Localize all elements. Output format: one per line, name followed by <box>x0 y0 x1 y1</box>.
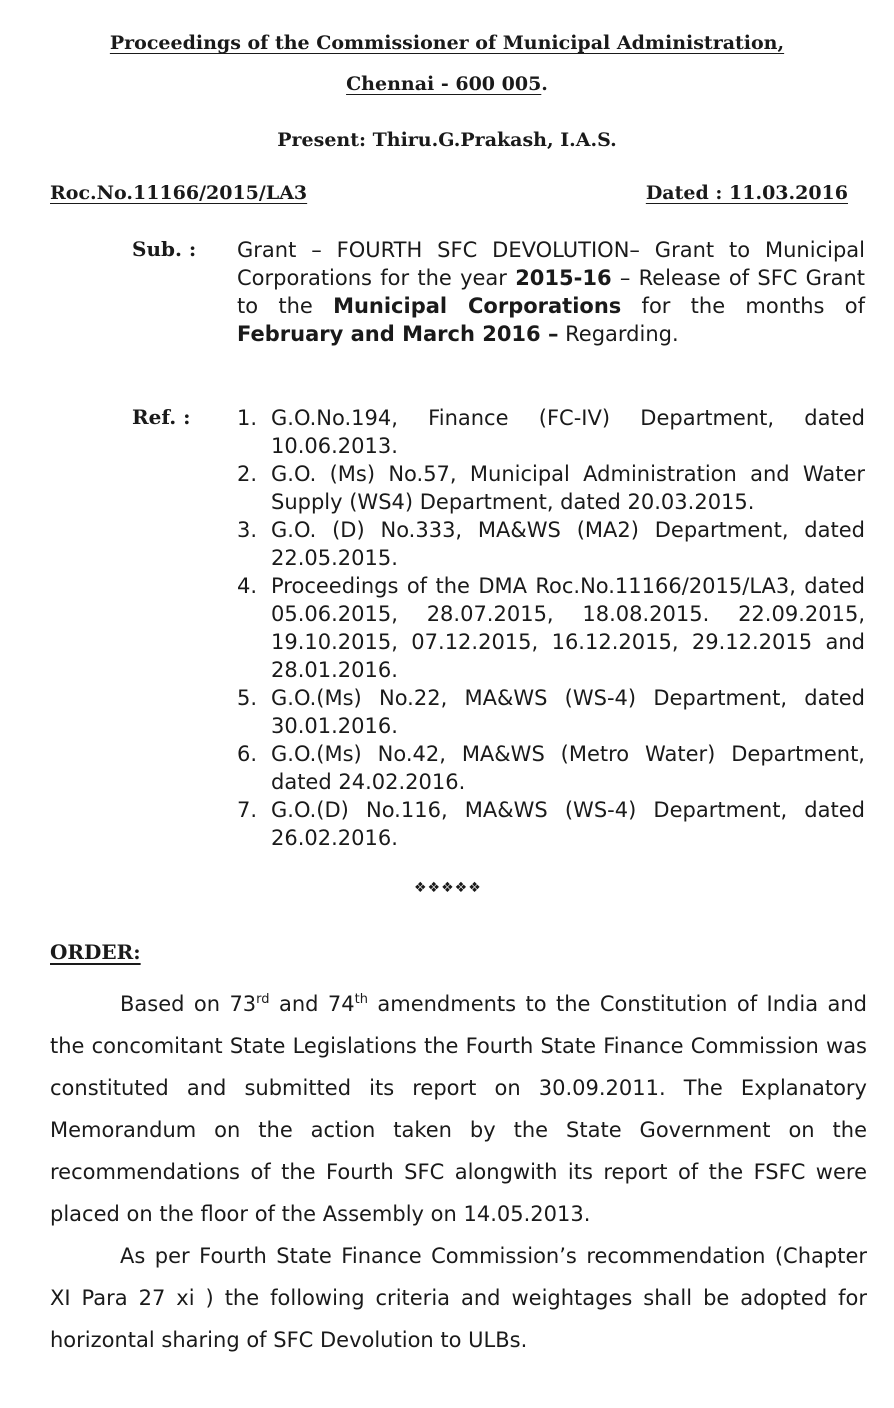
order-heading: ORDER: <box>50 940 141 964</box>
reference-item: 5. G.O.(Ms) No.22, MA&WS (WS-4) Department, dated 30.01.2016. <box>237 686 865 738</box>
order-paragraph-2: As per Fourth State Finance Commission’s recommendation (Chapter XI Para 27 xi ) the following criteria and weightages shall be adopted for horizontal sharing of SFC Devolution to ULBs. <box>50 1244 867 1352</box>
reference-item: 6. G.O.(Ms) No.42, MA&WS (Metro Water) Department, dated 24.02.2016. <box>237 742 865 794</box>
roc-number: Roc.No.11166/2015/LA3 <box>50 182 308 204</box>
reference-item: 3. G.O. (D) No.333, MA&WS (MA2) Department, dated 22.05.2015. <box>237 518 865 570</box>
order-body <box>50 983 867 1361</box>
reference-item: 1. G.O.No.194, Finance (FC-IV) Department, dated 10.06.2013. <box>237 406 865 458</box>
present-line: Present: Thiru.G.Prakash, I.A.S. <box>277 129 617 151</box>
order-paragraph-1: Based on 73rd and 74th amendments to the Constitution of India and the concomitant State Legislations the Fourth State Finance Commission was constituted and submitted its report on 30.09.2011. The Explanatory Memorandum on the action taken by the State Government on the recommendations of the Fourth SFC alongwith its report of the FSFC were placed on the floor of the Assembly on 14.05.2013. <box>50 992 867 1226</box>
ornament-divider: ❖❖❖❖❖ <box>414 880 482 896</box>
reference-label: Ref. : <box>132 405 191 429</box>
order-date: Dated : 11.03.2016 <box>645 182 848 204</box>
header-title-line1: Proceedings of the Commissioner of Municipal Administration, <box>109 32 785 54</box>
reference-item: 4. Proceedings of the DMA Roc.No.11166/2015/LA3, dated 05.06.2015, 28.07.2015, 18.08.2015. 22.09.2015, 19.10.2015, 07.12.2015, 16.12.2015, 29.12.2015 and 28.01.2016. <box>237 574 865 682</box>
reference-list <box>237 404 865 852</box>
subject-label: Sub. : <box>132 237 197 261</box>
reference-item: 7. G.O.(D) No.116, MA&WS (WS-4) Department, dated 26.02.2016. <box>237 798 865 850</box>
reference-item: 2. G.O. (Ms) No.57, Municipal Administration and Water Supply (WS4) Department, dated 20.03.2015. <box>237 462 865 514</box>
subject-text: Grant – FOURTH SFC DEVOLUTION– Grant to Municipal Corporations for the year 2015-16 – Release of SFC Grant to the Municipal Corporations for the months of February and March 2016 – Regarding. <box>237 238 866 346</box>
header-title-line2: Chennai - 600 005. <box>346 73 548 95</box>
